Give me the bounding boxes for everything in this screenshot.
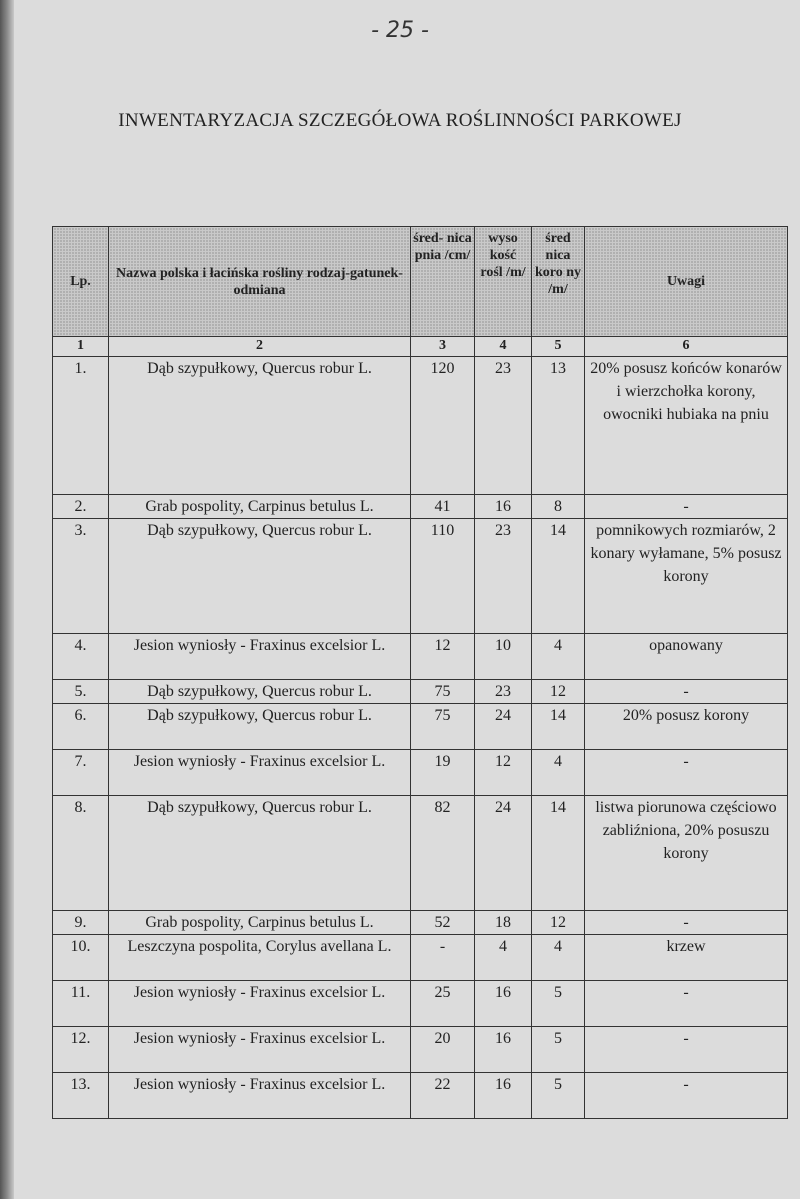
row-trunk-diameter: 120 — [411, 357, 475, 495]
row-trunk-diameter: 75 — [411, 704, 475, 750]
row-lp: 12. — [53, 1027, 109, 1073]
row-remarks: - — [585, 1073, 788, 1119]
row-height: 16 — [475, 981, 532, 1027]
row-plant-name: Dąb szypułkowy, Quercus robur L. — [109, 796, 411, 911]
row-lp: 10. — [53, 935, 109, 981]
header-lp: Lp. — [53, 227, 109, 337]
table-row — [53, 935, 788, 981]
column-number: 2 — [109, 337, 411, 357]
row-trunk-diameter: 12 — [411, 634, 475, 680]
row-trunk-diameter: 110 — [411, 519, 475, 634]
row-remarks: - — [585, 750, 788, 796]
row-trunk-diameter: 52 — [411, 911, 475, 935]
row-plant-name: Dąb szypułkowy, Quercus robur L. — [109, 704, 411, 750]
row-plant-name: Jesion wyniosły - Fraxinus excelsior L. — [109, 1073, 411, 1119]
row-crown-diameter: 12 — [532, 680, 585, 704]
table-row — [53, 704, 788, 750]
row-remarks: - — [585, 495, 788, 519]
row-plant-name: Dąb szypułkowy, Quercus robur L. — [109, 680, 411, 704]
row-plant-name: Dąb szypułkowy, Quercus robur L. — [109, 357, 411, 495]
row-height: 24 — [475, 704, 532, 750]
row-crown-diameter: 14 — [532, 704, 585, 750]
row-lp: 1. — [53, 357, 109, 495]
page-number: - 25 - — [371, 18, 429, 43]
row-height: 16 — [475, 495, 532, 519]
inventory-table — [52, 226, 788, 1119]
table-row — [53, 634, 788, 680]
row-lp: 11. — [53, 981, 109, 1027]
header-trunk-diameter: śred- nica pnia /cm/ — [411, 227, 475, 337]
row-crown-diameter: 14 — [532, 796, 585, 911]
row-crown-diameter: 5 — [532, 1073, 585, 1119]
row-trunk-diameter: 75 — [411, 680, 475, 704]
column-number: 4 — [475, 337, 532, 357]
header-height: wyso kość rośl /m/ — [475, 227, 532, 337]
row-remarks: - — [585, 981, 788, 1027]
table-row — [53, 750, 788, 796]
row-height: 4 — [475, 935, 532, 981]
table-row — [53, 357, 788, 495]
row-remarks: krzew — [585, 935, 788, 981]
row-height: 16 — [475, 1073, 532, 1119]
row-lp: 3. — [53, 519, 109, 634]
column-number: 5 — [532, 337, 585, 357]
row-crown-diameter: 4 — [532, 935, 585, 981]
row-trunk-diameter: 25 — [411, 981, 475, 1027]
row-crown-diameter: 5 — [532, 1027, 585, 1073]
row-remarks: 20% posusz końców konarów i wierzchołka korony, owocniki hubiaka na pniu — [585, 357, 788, 495]
table-row — [53, 981, 788, 1027]
row-height: 10 — [475, 634, 532, 680]
table-row — [53, 495, 788, 519]
row-crown-diameter: 12 — [532, 911, 585, 935]
row-remarks: - — [585, 680, 788, 704]
page-edge-shadow — [0, 0, 14, 1199]
row-remarks: 20% posusz korony — [585, 704, 788, 750]
row-plant-name: Jesion wyniosły - Fraxinus excelsior L. — [109, 750, 411, 796]
row-crown-diameter: 4 — [532, 634, 585, 680]
row-trunk-diameter: 20 — [411, 1027, 475, 1073]
row-plant-name: Jesion wyniosły - Fraxinus excelsior L. — [109, 1027, 411, 1073]
header-crown-diameter: śred nica koro ny /m/ — [532, 227, 585, 337]
row-plant-name: Jesion wyniosły - Fraxinus excelsior L. — [109, 634, 411, 680]
row-trunk-diameter: - — [411, 935, 475, 981]
row-remarks: listwa piorunowa częściowo zabliźniona, 20% posuszu korony — [585, 796, 788, 911]
row-remarks: - — [585, 1027, 788, 1073]
row-remarks: opanowany — [585, 634, 788, 680]
row-plant-name: Leszczyna pospolita, Corylus avellana L. — [109, 935, 411, 981]
row-height: 23 — [475, 519, 532, 634]
row-height: 18 — [475, 911, 532, 935]
row-plant-name: Jesion wyniosły - Fraxinus excelsior L. — [109, 981, 411, 1027]
row-height: 12 — [475, 750, 532, 796]
header-name: Nazwa polska i łacińska rośliny rodzaj-gatunek-odmiana — [109, 227, 411, 337]
row-height: 24 — [475, 796, 532, 911]
row-lp: 8. — [53, 796, 109, 911]
header-remarks: Uwagi — [585, 227, 788, 337]
row-plant-name: Dąb szypułkowy, Quercus robur L. — [109, 519, 411, 634]
table-row — [53, 911, 788, 935]
page-title: INWENTARYZACJA SZCZEGÓŁOWA ROŚLINNOŚCI PARKOWEJ — [118, 110, 682, 131]
column-number: 1 — [53, 337, 109, 357]
row-crown-diameter: 4 — [532, 750, 585, 796]
row-lp: 2. — [53, 495, 109, 519]
table-row — [53, 1073, 788, 1119]
column-number: 6 — [585, 337, 788, 357]
row-lp: 5. — [53, 680, 109, 704]
row-lp: 13. — [53, 1073, 109, 1119]
table-row — [53, 680, 788, 704]
column-number-row — [53, 337, 788, 357]
row-crown-diameter: 8 — [532, 495, 585, 519]
row-crown-diameter: 13 — [532, 357, 585, 495]
row-trunk-diameter: 82 — [411, 796, 475, 911]
row-lp: 7. — [53, 750, 109, 796]
column-number: 3 — [411, 337, 475, 357]
row-crown-diameter: 5 — [532, 981, 585, 1027]
row-trunk-diameter: 22 — [411, 1073, 475, 1119]
row-lp: 9. — [53, 911, 109, 935]
row-lp: 4. — [53, 634, 109, 680]
row-remarks: pomnikowych rozmiarów, 2 konary wyłamane, 5% posusz korony — [585, 519, 788, 634]
row-trunk-diameter: 41 — [411, 495, 475, 519]
table-row — [53, 796, 788, 911]
row-height: 16 — [475, 1027, 532, 1073]
row-height: 23 — [475, 357, 532, 495]
row-crown-diameter: 14 — [532, 519, 585, 634]
table-row — [53, 1027, 788, 1073]
table-row — [53, 519, 788, 634]
row-lp: 6. — [53, 704, 109, 750]
row-remarks: - — [585, 911, 788, 935]
row-height: 23 — [475, 680, 532, 704]
table-header-row — [53, 227, 788, 337]
row-plant-name: Grab pospolity, Carpinus betulus L. — [109, 495, 411, 519]
row-plant-name: Grab pospolity, Carpinus betulus L. — [109, 911, 411, 935]
row-trunk-diameter: 19 — [411, 750, 475, 796]
